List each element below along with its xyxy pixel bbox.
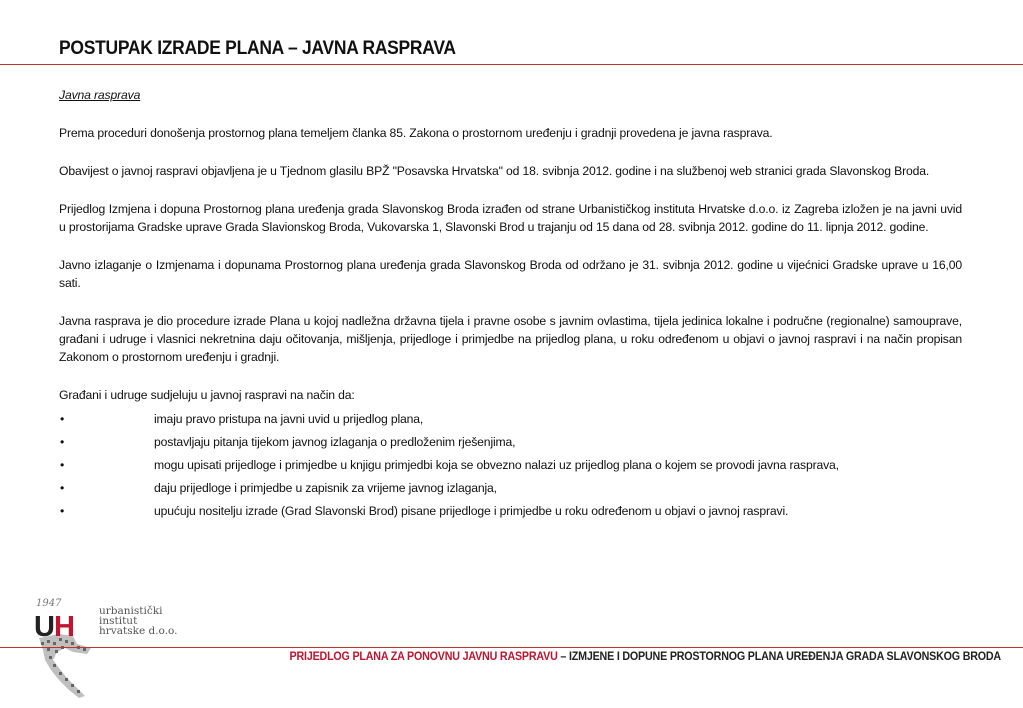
paragraph-procedure: Prema proceduri donošenja prostornog plana temeljem članka 85. Zakona o prostornom uređenju i gradnji provedena je javna rasprava.: [59, 126, 773, 140]
paragraph-public-debate: Javna rasprava je dio procedure izrade Plana u kojoj nadležna državna tijela i pravne osobe s javnim ovlastima, tijela jedinica lokalne i područne (regionalne) samouprave, građani i udruge i vlasnici nekretnina daju očitovanja, mišljenja, prijedloge i primjedbe na prijedlog plana, u roku određenom u objavi o javnoj raspravi i na način propisan Zakonom o prostornom uređenju i gradnji.: [59, 314, 962, 364]
list-item: [59, 454, 962, 477]
list-item: [59, 500, 962, 523]
bullet-icon: •: [60, 458, 65, 472]
paragraph-presentation: Javno izlaganje o Izmjenama i dopunama Prostornog plana uređenja grada Slavonskog Broda od održano je 31. svibnja 2012. godine u vijećnici Gradske uprave u 16,00 sati.: [59, 258, 962, 290]
list-item-text: upućuju nositelju izrade (Grad Slavonski Brod) pisane prijedloge i primjedbe u roku određenom u objavi o javnoj raspravi.: [154, 504, 789, 518]
institute-name-line: institut: [99, 615, 138, 627]
title-divider: [0, 64, 1023, 65]
list-item: [59, 477, 962, 500]
footer-divider: [0, 647, 1023, 648]
list-item: [59, 431, 962, 454]
list-item-text: mogu upisati prijedloge i primjedbe u knjigu primjedbi koja se obvezno nalazi uz prijedlog plana o kojem se provodi javna rasprava,: [154, 458, 839, 472]
list-item-text: daju prijedloge i primjedbe u zapisnik za vrijeme javnog izlaganja,: [154, 481, 497, 495]
section-subtitle: Javna rasprava: [59, 88, 141, 102]
institute-name-line: hrvatske d.o.o.: [99, 625, 178, 637]
institute-name: [99, 606, 178, 636]
participation-list: [59, 408, 962, 523]
page-title: POSTUPAK IZRADE PLANA – JAVNA RASPRAVA: [59, 38, 456, 59]
list-item-text: imaju pravo pristupa na javni uvid u prijedlog plana,: [154, 412, 424, 426]
bullet-icon: •: [60, 435, 65, 449]
list-item-text: postavljaju pitanja tijekom javnog izlaganja o predloženim rješenjima,: [154, 435, 516, 449]
footer-plan-status: PRIJEDLOG PLANA ZA PONOVNU JAVNU RASPRAVU: [289, 651, 558, 663]
logo-letter-u: U: [34, 611, 54, 643]
footer-plan-title: – IZMJENE I DOPUNE PROSTORNOG PLANA UREĐENJA GRADA SLAVONSKOG BRODA: [557, 651, 1001, 663]
logo-year: 1947: [36, 598, 62, 609]
bullet-icon: •: [60, 412, 65, 426]
institute-name-line: urbanistički: [99, 605, 163, 617]
logo-letter-h: H: [53, 611, 74, 643]
list-item: [59, 408, 962, 431]
list-intro: Građani i udruge sudjeluju u javnoj raspravi na način da:: [59, 388, 355, 402]
paragraph-notice: Obavijest o javnoj raspravi objavljena je u Tjednom glasilu BPŽ "Posavska Hrvatska" od 18. svibnja 2012. godine i na službenoj web stranici grada Slavonskog Broda.: [59, 164, 930, 178]
bullet-icon: •: [60, 504, 65, 518]
paragraph-exhibition: Prijedlog Izmjena i dopuna Prostornog plana uređenja grada Slavonskog Broda izrađen od strane Urbanističkog instituta Hrvatske d.o.o. iz Zagreba izložen je na javni uvid u prostorijama Gradske uprave Grada Slavionskog Broda, Vukovarska 1, Slavonski Brod u trajanju od 15 dana od 28. svibnja 2012. godine do 11. lipnja 2012. godine.: [59, 202, 962, 234]
institute-logo: [34, 611, 74, 644]
bullet-icon: •: [60, 481, 65, 495]
page-footer: [290, 651, 1001, 663]
document-body: [59, 86, 962, 523]
